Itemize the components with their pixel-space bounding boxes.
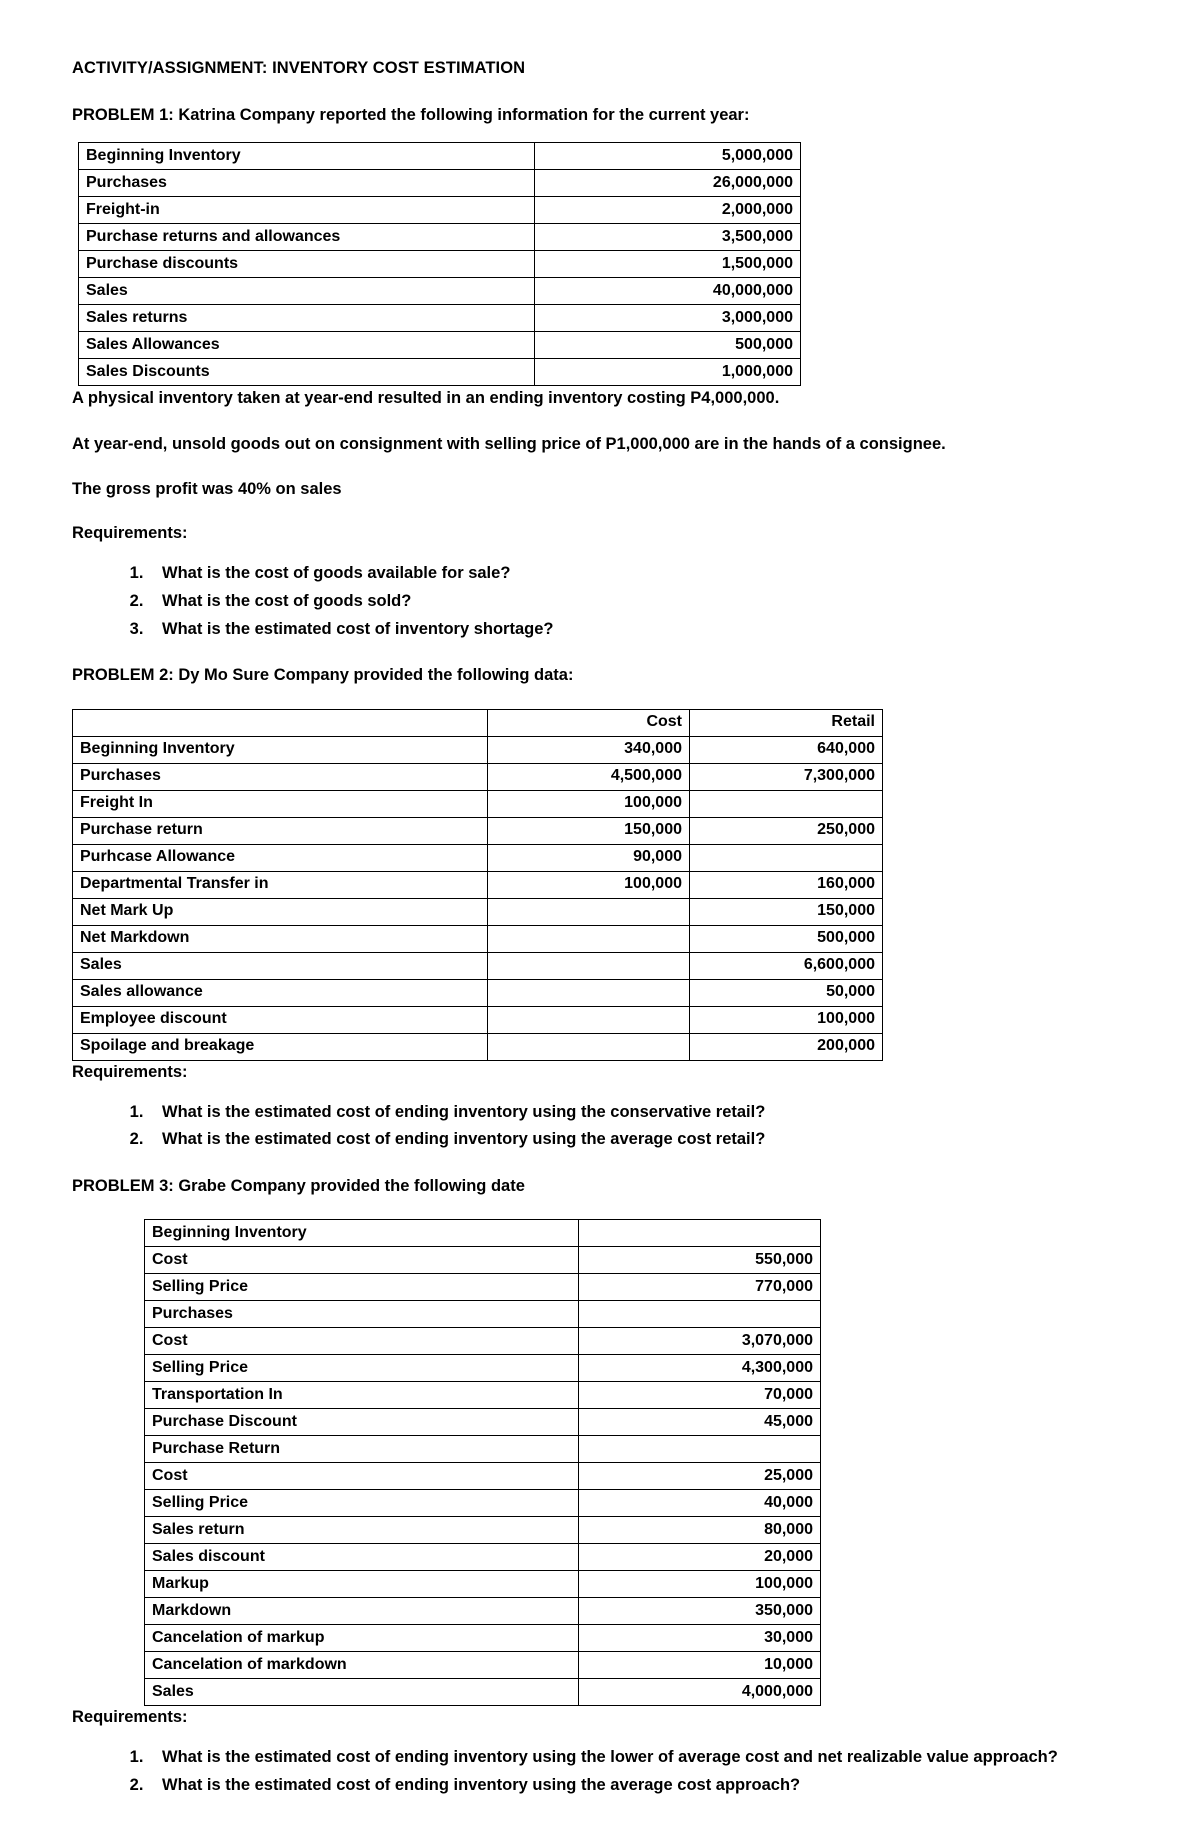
row-cost xyxy=(488,952,690,979)
table-row xyxy=(79,278,801,305)
row-retail: 50,000 xyxy=(690,979,883,1006)
table-row xyxy=(73,817,883,844)
row-label: Purchase Return xyxy=(145,1436,579,1463)
row-label: Purchases xyxy=(145,1301,579,1328)
row-value: 1,500,000 xyxy=(535,251,801,278)
row-label: Freight In xyxy=(73,790,488,817)
table-row xyxy=(73,763,883,790)
problem1-requirements-list xyxy=(72,563,1128,639)
row-label: Beginning Inventory xyxy=(145,1220,579,1247)
row-label: Cancelation of markdown xyxy=(145,1652,579,1679)
table-row xyxy=(145,1652,821,1679)
row-value: 25,000 xyxy=(579,1463,821,1490)
table-row xyxy=(73,790,883,817)
row-value: 20,000 xyxy=(579,1544,821,1571)
row-retail: 6,600,000 xyxy=(690,952,883,979)
row-value: 550,000 xyxy=(579,1247,821,1274)
row-retail xyxy=(690,844,883,871)
row-label: Cancelation of markup xyxy=(145,1625,579,1652)
page-title: ACTIVITY/ASSIGNMENT: INVENTORY COST ESTIMATION xyxy=(72,59,526,77)
row-retail: 500,000 xyxy=(690,925,883,952)
row-value: 2,000,000 xyxy=(535,197,801,224)
requirement-item: 2. What is the estimated cost of ending inventory using the average cost retail? xyxy=(148,1129,1128,1150)
row-label: Cost xyxy=(145,1247,579,1274)
row-label: Transportation In xyxy=(145,1382,579,1409)
row-label: Purchases xyxy=(79,170,535,197)
row-value: 3,000,000 xyxy=(535,305,801,332)
row-label: Beginning Inventory xyxy=(79,143,535,170)
row-value: 70,000 xyxy=(579,1382,821,1409)
row-cost: 100,000 xyxy=(488,790,690,817)
row-label: Cost xyxy=(145,1463,579,1490)
row-retail: 250,000 xyxy=(690,817,883,844)
row-label: Selling Price xyxy=(145,1274,579,1301)
row-value: 100,000 xyxy=(579,1571,821,1598)
column-header-retail: Retail xyxy=(690,709,883,736)
row-value: 40,000 xyxy=(579,1490,821,1517)
row-label: Sales return xyxy=(145,1517,579,1544)
row-label: Sales Discounts xyxy=(79,359,535,386)
row-label: Net Markdown xyxy=(73,925,488,952)
row-cost xyxy=(488,1006,690,1033)
row-value: 3,070,000 xyxy=(579,1328,821,1355)
table-row xyxy=(79,224,801,251)
row-value xyxy=(579,1220,821,1247)
row-label: Sales xyxy=(145,1679,579,1706)
problem3-requirements-label: Requirements: xyxy=(72,1708,188,1727)
row-label: Sales xyxy=(79,278,535,305)
table-row xyxy=(145,1247,821,1274)
row-label: Purchase Discount xyxy=(145,1409,579,1436)
row-cost: 340,000 xyxy=(488,736,690,763)
table-row xyxy=(145,1328,821,1355)
problem1-note-gross-profit: The gross profit was 40% on sales xyxy=(72,479,342,498)
problem1-requirements-label: Requirements: xyxy=(72,524,188,543)
table-row xyxy=(79,170,801,197)
row-label: Purchase returns and allowances xyxy=(79,224,535,251)
table-row xyxy=(145,1382,821,1409)
row-label: Cost xyxy=(145,1328,579,1355)
row-retail: 200,000 xyxy=(690,1033,883,1060)
row-cost xyxy=(488,898,690,925)
row-retail: 7,300,000 xyxy=(690,763,883,790)
table-row xyxy=(145,1436,821,1463)
table-row xyxy=(79,197,801,224)
row-value: 40,000,000 xyxy=(535,278,801,305)
row-label: Spoilage and breakage xyxy=(73,1033,488,1060)
row-label: Employee discount xyxy=(73,1006,488,1033)
row-label: Purchase discounts xyxy=(79,251,535,278)
table-row xyxy=(145,1301,821,1328)
problem3-table xyxy=(144,1219,821,1706)
table-row xyxy=(73,1006,883,1033)
row-value: 4,000,000 xyxy=(579,1679,821,1706)
row-label: Purhcase Allowance xyxy=(73,844,488,871)
requirement-item: 1. What is the cost of goods available for sale? xyxy=(148,563,1128,584)
row-label: Net Mark Up xyxy=(73,898,488,925)
row-retail: 640,000 xyxy=(690,736,883,763)
table-row xyxy=(79,305,801,332)
table-row xyxy=(145,1220,821,1247)
row-cost: 4,500,000 xyxy=(488,763,690,790)
row-value: 350,000 xyxy=(579,1598,821,1625)
row-label: Sales discount xyxy=(145,1544,579,1571)
row-label: Sales allowance xyxy=(73,979,488,1006)
table-row xyxy=(145,1679,821,1706)
row-value: 10,000 xyxy=(579,1652,821,1679)
table-row xyxy=(73,925,883,952)
table-row xyxy=(79,251,801,278)
table-row xyxy=(73,898,883,925)
row-label: Markup xyxy=(145,1571,579,1598)
row-label: Selling Price xyxy=(145,1355,579,1382)
table-header-row xyxy=(73,709,883,736)
row-retail: 100,000 xyxy=(690,1006,883,1033)
row-value xyxy=(579,1436,821,1463)
row-label: Purchase return xyxy=(73,817,488,844)
requirement-item: 1. What is the estimated cost of ending inventory using the lower of average cost and net realizable value approach? xyxy=(148,1747,1128,1768)
row-cost xyxy=(488,979,690,1006)
problem2-heading: PROBLEM 2: Dy Mo Sure Company provided the following data: xyxy=(72,666,574,685)
row-value: 500,000 xyxy=(535,332,801,359)
row-retail xyxy=(690,790,883,817)
table-row xyxy=(145,1571,821,1598)
table-row xyxy=(73,736,883,763)
table-row xyxy=(145,1544,821,1571)
requirement-item: 1. What is the estimated cost of ending inventory using the conservative retail? xyxy=(148,1102,1128,1123)
problem2-requirements-label: Requirements: xyxy=(72,1062,188,1081)
row-value: 5,000,000 xyxy=(535,143,801,170)
table-row xyxy=(79,143,801,170)
row-label: Markdown xyxy=(145,1598,579,1625)
problem2-table xyxy=(72,709,883,1061)
problem3-table-body xyxy=(145,1220,821,1706)
table-row xyxy=(145,1490,821,1517)
row-value: 26,000,000 xyxy=(535,170,801,197)
problem2-requirements-list xyxy=(72,1102,1128,1150)
row-cost xyxy=(488,925,690,952)
table-row xyxy=(73,979,883,1006)
row-label: Departmental Transfer in xyxy=(73,871,488,898)
row-value: 30,000 xyxy=(579,1625,821,1652)
table-row xyxy=(145,1274,821,1301)
problem1-note-physical-inventory: A physical inventory taken at year-end resulted in an ending inventory costing P4,000,000. xyxy=(72,389,780,408)
table-row xyxy=(145,1355,821,1382)
row-value: 1,000,000 xyxy=(535,359,801,386)
table-row xyxy=(73,844,883,871)
problem1-table xyxy=(78,142,801,386)
row-label: Sales Allowances xyxy=(79,332,535,359)
row-label: Sales returns xyxy=(79,305,535,332)
row-cost: 90,000 xyxy=(488,844,690,871)
table-row xyxy=(145,1463,821,1490)
row-value: 80,000 xyxy=(579,1517,821,1544)
problem2-table-body xyxy=(73,709,883,1060)
row-label: Beginning Inventory xyxy=(73,736,488,763)
row-label: Sales xyxy=(73,952,488,979)
problem3-requirements-list xyxy=(72,1747,1128,1795)
table-row xyxy=(79,332,801,359)
column-header-cost: Cost xyxy=(488,709,690,736)
problem1-table-body xyxy=(79,143,801,386)
table-row xyxy=(79,359,801,386)
table-row xyxy=(145,1409,821,1436)
requirement-item: 2. What is the cost of goods sold? xyxy=(148,591,1128,612)
row-cost: 100,000 xyxy=(488,871,690,898)
row-label: Freight-in xyxy=(79,197,535,224)
problem1-note-consignment: At year-end, unsold goods out on consignment with selling price of P1,000,000 are in the hands of a consignee. xyxy=(72,434,946,453)
row-cost: 150,000 xyxy=(488,817,690,844)
column-header-blank xyxy=(73,709,488,736)
row-value: 3,500,000 xyxy=(535,224,801,251)
row-retail: 150,000 xyxy=(690,898,883,925)
row-cost xyxy=(488,1033,690,1060)
table-row xyxy=(145,1598,821,1625)
table-row xyxy=(145,1517,821,1544)
row-value: 4,300,000 xyxy=(579,1355,821,1382)
table-row xyxy=(73,1033,883,1060)
row-label: Selling Price xyxy=(145,1490,579,1517)
row-value: 770,000 xyxy=(579,1274,821,1301)
table-row xyxy=(73,952,883,979)
problem3-heading: PROBLEM 3: Grabe Company provided the following date xyxy=(72,1176,525,1195)
row-label: Purchases xyxy=(73,763,488,790)
row-value xyxy=(579,1301,821,1328)
row-value: 45,000 xyxy=(579,1409,821,1436)
table-row xyxy=(145,1625,821,1652)
problem1-heading: PROBLEM 1: Katrina Company reported the following information for the current year: xyxy=(72,105,750,124)
row-retail: 160,000 xyxy=(690,871,883,898)
table-row xyxy=(73,871,883,898)
requirement-item: 2. What is the estimated cost of ending inventory using the average cost approach? xyxy=(148,1775,1128,1796)
requirement-item: 3. What is the estimated cost of inventory shortage? xyxy=(148,619,1128,640)
